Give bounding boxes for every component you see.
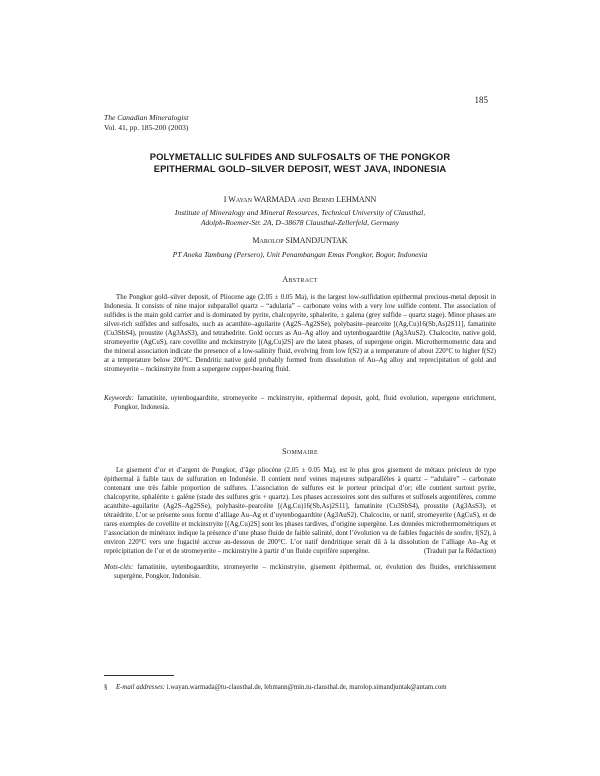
article-title — [104, 151, 496, 175]
author-line-2 — [104, 236, 496, 246]
keywords — [104, 394, 496, 412]
keywords-text: famatinite, uytenbogaardtite, stromeyerite – mckinstryite, epithermal deposit, gold, fluid evolution, supergene enrichment, Pongkor, Indonesia. — [114, 394, 496, 412]
footnote-emails[interactable]: i.wayan.warmada@tu-clausthal.de, lehmann@min.tu-clausthal.de, marolop.simandjuntak@antam.com — [166, 684, 447, 691]
author-2-given: ernd — [317, 195, 335, 204]
author-2-initial: B — [312, 195, 318, 204]
sommaire-text: Le gisement d’or et d’argent de Pongkor, d’âge pliocène (2.05 ± 0.05 Ma), est le plus gros gisement de métaux précieux de type épithermal à faible taux de sulfuration en Indonésie. Il contient neuf veines majeures subparallèles à quartz – “adulaire” – carbonate contenant une très faible proportion de sulfures. L’association de sulfures est le porteur principal d’or; elle contient surtout pyrite, chalcopyrite, sphalérite ± galène (stade des sulfures gris + quartz). Les phases accessoires sont des sulfures et sulfosels argentifères, comme acanthite–aguilarite (Ag2S–Ag2SSe), polybasite–pearcéite [(Ag,Cu)16(Sb,As)2S11], famatinite (Cu3SbS4), proustite (Ag3AsS3), et tétraédrite. L’or se présente sous forme d’alliage Au–Ag et d’uytenbogaardtite (Ag3AuS2). Chalcocite, or natif, stromeyerite (AgCuS), et de rares exemples de covellite et mckinstryite [(Ag,Cu)2S] sont les phases tardives, d’origine supergène. Les données microthermométriques et l’association de minéraux indique la présence d’une phase fluide de faible salinité, dont l’évolution va de faibles fugacités de soufre, f(S2), à environ 220°C vers une fugacité accrue au-dessous de 200°C. L’or natif dendritique serait dû à la dissolution de l’alliage Au–Ag et reprécipitation de l’or et de stromeyerite – mckinstryite à partir d’un fluide cuprifère supergène. — [104, 466, 496, 556]
footnote — [104, 683, 496, 692]
affiliation-1-line-2: Adolph-Roemer-Str. 2A, D–38678 Clausthal-Zellerfeld, Germany — [200, 217, 400, 227]
mots-cles — [104, 563, 496, 581]
translation-note: (Traduit par la Rédaction) — [424, 547, 496, 555]
affiliation-1 — [104, 208, 496, 228]
abstract-text: The Pongkor gold–silver deposit, of Pliocene age (2.05 ± 0.05 Ma), is the largest low-sulfidation epithermal precious-metal deposit in Indonesia. It consists of nine major subparallel quartz – “adularia” – carbonate veins with a very low sulfide content. The association of sulfides is the main gold carrier and is dominated by pyrite, chalcopyrite, sphalerite, ± galena (grey sulfide – quartz stage). Minor phases are silver-rich sulfides and sulfosalts, such as acanthite–aguilarite (Ag2S–Ag2SSe), polybasite–pearceite [(Ag,Cu)16(Sb,As)2S11], famatinite (Cu3SbS4), proustite (Ag3AsS3), and tetrahedrite. Gold occurs as Au–Ag alloy and uytenbogaardtite (Ag3AuS2). Chalcocite, native gold, stromeyerite (AgCuS), rare covellite and mckinstryite [(Ag,Cu)2S] are the latest phases, of supergene origin. Microthermometric data and the mineral association indicate the presence of a low-salinity fluid, evolving from low f(S2) at a temperature of about 220°C to higher f(S2) at a temperature below 200°C. Dendritic native gold probably formed from dissolution of Au–Ag alloy and reprecipitation of gold and stromeyerite – mckinstryite from a supergene copper-bearing fluid. — [104, 293, 496, 374]
footnote-divider — [104, 675, 174, 676]
author-2-surname: LEHMANN — [336, 195, 377, 204]
mots-cles-text: famatinite, uytenbogaardtite, stromeyerite – mckinstryite, gisement épithermal, or, évolution des fluides, enrichissement supergène, Pongkor, Indonésie. — [114, 563, 497, 581]
journal-volume: Vol. 41, pp. 185-200 (2003) — [104, 122, 189, 132]
author-1-surname: WARMADA — [253, 195, 296, 204]
abstract-heading: Abstract — [282, 275, 318, 284]
keywords-label: Keywords: — [104, 394, 134, 402]
footnote-label: E-mail addresses: — [116, 684, 166, 691]
title-line-2: EPITHERMAL GOLD–SILVER DEPOSIT, WEST JAVA, INDONESIA — [153, 163, 447, 174]
footnote-marker: § — [104, 684, 108, 691]
page-number: 185 — [474, 95, 488, 105]
mots-cles-label: Mots-clés: — [104, 563, 134, 571]
author-and: and — [297, 195, 311, 204]
author-line-1 — [104, 195, 496, 205]
author-3-surname: SIMANDJUNTAK — [285, 236, 348, 245]
affiliation-1-line-1: Institute of Mineralogy and Mineral Resources, Technical University of Clausthal, — [174, 208, 426, 217]
author-3-initial: M — [252, 236, 260, 245]
title-line-1: POLYMETALLIC SULFIDES AND SULFOSALTS OF THE PONGKOR — [149, 151, 451, 162]
journal-citation — [104, 113, 188, 132]
author-1-initial: I W — [223, 195, 236, 204]
affiliation-2: PT Aneka Tambang (Persero), Unit Penambangan Emas Pongkor, Bogor, Indonesia — [172, 250, 428, 259]
author-3-given: arolop — [259, 236, 284, 245]
sommaire-heading: Sommaire — [282, 447, 318, 456]
author-1-given: ayan — [235, 195, 252, 204]
journal-name: The Canadian Mineralogist — [104, 113, 189, 122]
